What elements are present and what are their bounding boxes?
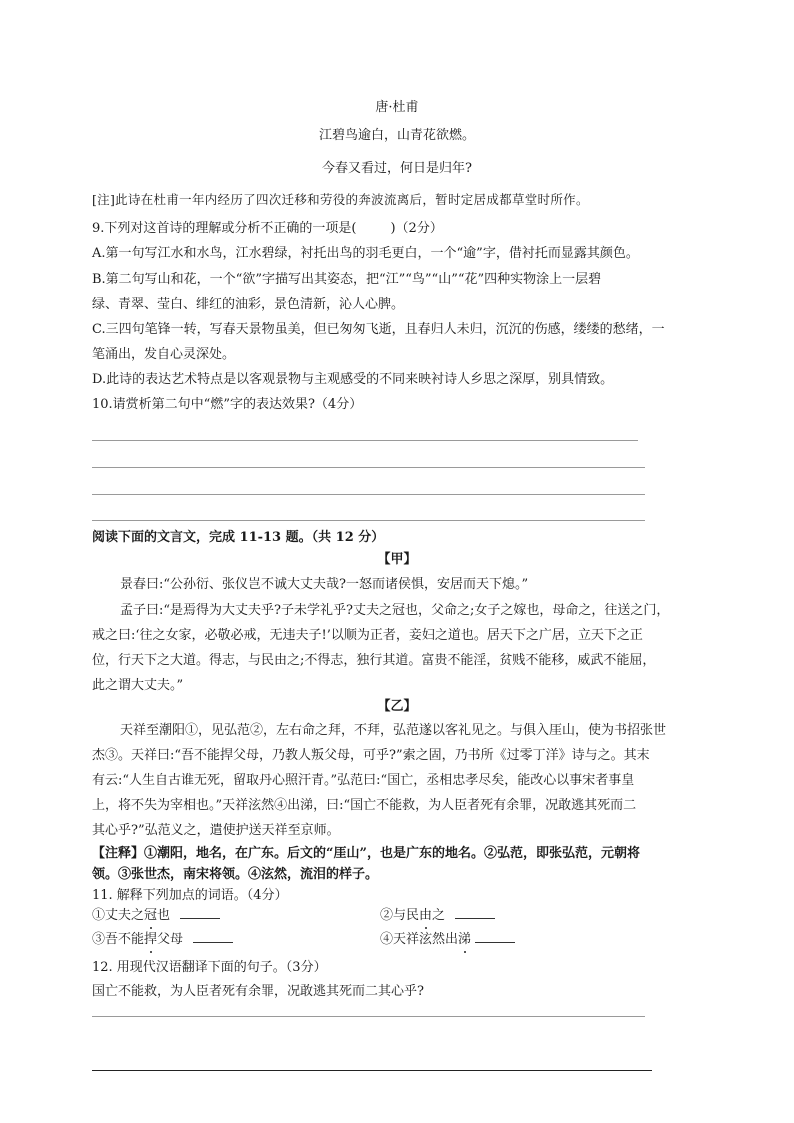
- q9-stem-score: )（2分）: [390, 221, 443, 236]
- q11-item-4: [380, 930, 515, 949]
- jia-paragraph-2-line-3: 位，行天下之大道。得志，与民由之;不得志，独行其道。富贵不能淫，贫贱不能移，威武不能屈，: [92, 653, 656, 668]
- q12-sentence: 国亡不能救，为人臣者死有余罪，况敢逃其死而二其心乎?: [92, 984, 424, 999]
- jia-paragraph-2-line-4: 此之谓大丈夫。”: [92, 678, 184, 693]
- poem-author: 唐·杜甫: [375, 100, 419, 115]
- q9-option-b-line-2: 绿、青翠、莹白、绯红的油彩，景色清新，沁人心脾。: [92, 297, 405, 312]
- q9-stem: [92, 220, 443, 238]
- jia-paragraph-1: 景春曰:“公孙衍、张仪岂不诚大丈夫哉?一怒而诸侯惧，安居而天下熄。”: [120, 577, 529, 592]
- section-title: 阅读下面的文言文，完成 11-13 题。（共 12 分）: [92, 530, 385, 545]
- jia-paragraph-2-line-2: 戒之曰:‘往之女家，必敬必戒，无违夫子!’以顺为正者，妾妇之道也。居天下之广居，立天下之正: [92, 628, 643, 643]
- yi-line-4: 上，将不失为宰相也。”天祥泫然④出涕，曰:“国亡不能救，为人臣者死有余罪，况敢逃其死而二: [92, 798, 637, 813]
- q11-item-2-dotted-word: 由: [419, 908, 433, 923]
- section-jia-label: 【甲】: [377, 552, 417, 567]
- q11-item-3-prefix: ③吾不能: [92, 932, 145, 947]
- section-yi-label: 【乙】: [377, 699, 417, 714]
- q11-item-1-dotted-word: 冠: [144, 908, 158, 923]
- yi-line-1: 天祥至潮阳①，见弘范②，左右命之拜，不拜，弘范遂以客礼见之。与俱入厓山，使为书招张世: [120, 723, 667, 738]
- q11-item-4-dotted-word: 涕: [458, 932, 472, 947]
- jia-paragraph-2-line-1: 孟子曰:“是焉得为大丈夫乎?子未学礼乎?丈夫之冠也，父命之;女子之嫁也，母命之，往送之门，: [120, 603, 670, 618]
- poem-note: [注]此诗在杜甫一年内经历了四次迁移和劳役的奔波流离后，暂时定居成都草堂时所作。: [92, 192, 589, 207]
- poem-line-1: 江碧鸟逾白，山青花欲燃。: [318, 128, 475, 143]
- q9-stem-text: 9.下列对这首诗的理解或分析不正确的一项是(: [92, 221, 357, 236]
- q9-option-d: D.此诗的表达艺术特点是以客观景物与主观感受的不同来映衬诗人乡思之深厚，别具情致。: [92, 372, 614, 387]
- q9-option-c-line-1: C.三四句笔锋一转，写春天景物虽美，但已匆匆飞逝，且春归人未归，沉沉的伤感，缕缕的愁绪，一: [92, 322, 665, 337]
- q11-item-3: [92, 930, 233, 949]
- q11-item-1-prefix: ①丈夫之: [92, 908, 145, 923]
- q11-item-3-dotted-word: 捍: [144, 932, 158, 947]
- q11-item-3-blank[interactable]: [193, 930, 233, 943]
- q11-item-4-blank[interactable]: [475, 930, 515, 943]
- q11-item-3-suffix: 父母: [157, 932, 184, 947]
- q11-item-2: [380, 906, 495, 925]
- q12-stem: 12. 用现代汉语翻译下面的句子。（3分）: [92, 960, 327, 975]
- q11-item-2-suffix: 之: [432, 908, 446, 923]
- q9-option-b-line-1: B.第二句写山和花，一个“欲”字描写出其姿态，把“江”“鸟”“山”“花”四种实物涂上一层碧: [92, 272, 602, 287]
- yi-line-5: 其心乎?”弘范义之，遣使护送天祥至京师。: [92, 823, 340, 838]
- yi-line-3: 有云:“人生自古谁无死，留取丹心照汗青。”弘范曰:“国亡，丞相忠孝尽矣，能改心以事宋者事皇: [92, 773, 635, 788]
- q10-answer-line[interactable]: [92, 467, 645, 468]
- q11-item-4-prefix: ④天祥泫然出: [380, 932, 459, 947]
- yi-line-2: 杰③。天祥曰:“吾不能捍父母，乃教人叛父母，可乎?”索之固，乃书所《过零丁洋》诗与之。其末: [92, 748, 650, 763]
- q9-option-a: A.第一句写江水和水鸟，江水碧绿，衬托出鸟的羽毛更白，一个“逾”字，借衬托而显露其颜色。: [92, 246, 639, 261]
- q11-item-2-prefix: ②与民: [380, 908, 420, 923]
- q11-item-1-suffix: 也: [157, 908, 171, 923]
- q12-answer-line[interactable]: [92, 1016, 645, 1017]
- q12-answer-line[interactable]: [92, 1070, 652, 1071]
- q10-answer-line[interactable]: [92, 520, 645, 521]
- q11-stem: 11. 解释下列加点的词语。（4分）: [92, 888, 288, 903]
- q11-item-1: [92, 906, 220, 925]
- q9-option-c-line-2: 笔涌出，发自心灵深处。: [92, 347, 236, 362]
- poem-line-2: 今春又看过，何日是归年?: [322, 161, 472, 176]
- q10-answer-line[interactable]: [92, 494, 645, 495]
- notes-line-1: 【注释】①潮阳，地名，在广东。后文的“厓山”，也是广东的地名。②弘范，即张弘范，元朝将: [92, 846, 640, 861]
- q10-stem: 10.请赏析第二句中“燃”字的表达效果?（4分）: [92, 397, 363, 412]
- notes-line-2: 领。③张世杰，南宋将领。④泫然，流泪的样子。: [92, 867, 379, 882]
- q10-answer-line[interactable]: [92, 440, 638, 441]
- q11-item-1-blank[interactable]: [180, 906, 220, 919]
- q11-item-2-blank[interactable]: [455, 906, 495, 919]
